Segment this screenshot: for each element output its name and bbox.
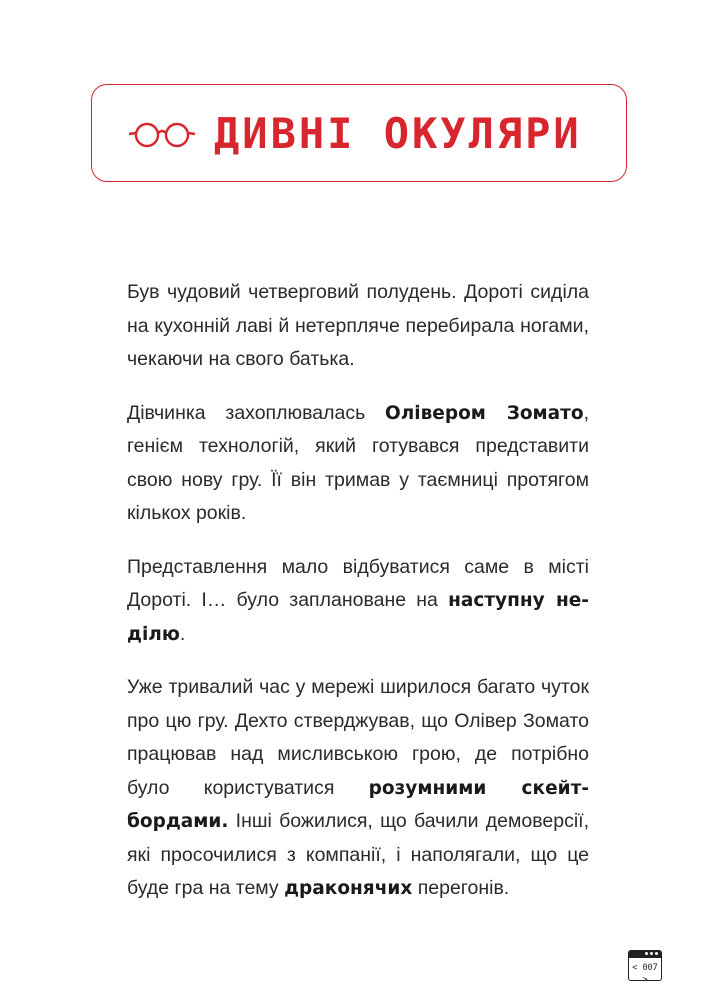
body-text	[127, 276, 589, 926]
text-run: Дівчинка захоплювалась	[127, 401, 385, 424]
page-number-badge	[628, 950, 662, 985]
text-run: .	[179, 622, 186, 645]
text-run: Був чудовий четверговий полудень. Дороті сиділа на кухонній лаві й нетерпляче перебирала ногами, чекаючи на свого батька.	[127, 281, 589, 370]
chapter-title: ДИВНІ ОКУЛЯРИ	[214, 109, 582, 158]
chapter-header	[91, 84, 627, 182]
text-run: перегонів.	[412, 877, 510, 899]
page-number: < 007 >	[632, 963, 658, 985]
glasses-icon	[128, 121, 196, 149]
paragraph	[127, 276, 589, 377]
paragraph	[127, 397, 589, 531]
paragraph	[127, 551, 589, 652]
text-run: Інші божилися, що бачили демоверсії, які просочилися з компанії, і наполягали, що це буде гра на тему	[127, 810, 589, 899]
text-run: Представлення мало відбуватися саме в місті Дороті. І… було заплановане на	[127, 555, 589, 611]
text-run: Уже тривалий час у мережі ширилося багато чуток про цю гру. Дехто стверджував, що Олівер Зомато працював над мисливською грою, де потрібно було користуватися	[127, 676, 589, 799]
text-run: , генієм технологій, який готувався представити свою нову гру. Її він тримав у таємниці протягом кількох років.	[127, 401, 590, 524]
bold-text-run: Олівером Зомато	[384, 402, 584, 424]
paragraph	[127, 671, 589, 906]
bold-text-run: драконячих	[284, 878, 413, 899]
browser-window-icon	[629, 951, 661, 958]
bold-text-run: наступну неділю	[127, 590, 589, 645]
bold-text-run: розумними скейтбордами.	[127, 777, 589, 832]
